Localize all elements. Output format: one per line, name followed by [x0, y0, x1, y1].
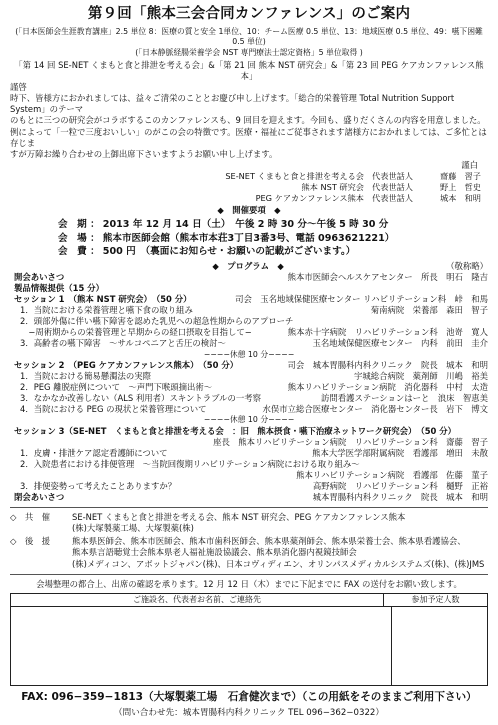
count-entry-field[interactable] [392, 607, 487, 685]
cosponsor-line: (株)大塚製薬工場、大塚製薬(株) [72, 523, 194, 534]
outline-value: 2013 年 12 月 14 日（土） 午後 2 時 30 分〜午後 5 時 30 分 [102, 219, 389, 231]
body-line-4: すが万障お繰り合わせの上御出席下さいますようお願い申し上げます。 [10, 148, 278, 159]
program-right-text: 熊本市医師会ヘルスケアセンター 所長 明石 隆吉 [287, 271, 488, 282]
signature-role: 代表世話人 [372, 170, 413, 181]
program-break: −−−−休憩 10 分−−−− [203, 415, 295, 425]
signature-row [10, 182, 488, 193]
program-session [10, 360, 488, 371]
program-right-text: 熊本リハビリテーション病院 消化器科 中村 太造 [287, 381, 488, 392]
program-right-text: 司会 玉名地域保健医療センター リハビリテーション科 峠 和馬 [235, 294, 488, 305]
cosponsor-label: ◇ 共 催 [10, 512, 50, 523]
table-header-count: 参加予定人数 [411, 594, 460, 604]
fax-line: FAX: 096−359−1813（大塚製薬工場 石倉健次まで）（この用紙をそのままご利用下さい） [21, 691, 477, 704]
divider [10, 507, 488, 508]
program-talk [10, 316, 488, 327]
program-talk [10, 393, 488, 404]
program-right-text: 座長 熊本リハビリテーション病院 リハビリテーション科 齋藤 習子 [213, 436, 488, 447]
signature-org: PEG ケアカンファレンス熊本 [255, 192, 364, 203]
program-session [10, 294, 488, 305]
program-talk [10, 327, 488, 338]
outline-label: 会 期 ： [58, 219, 100, 231]
body-line-3: 例によって「一粒で三度おいしい」のがこの会の特徴です。医療・福祉にご従事されます諸様方におかれましては、ご多忙とは存じま [10, 126, 487, 148]
program-left-text: セッション 2 （PEG ケアカンファレンス熊本） （50 分） [14, 359, 239, 370]
program-right-text: 司会 城本胃腸科内科クリニック 院長 城本 和明 [287, 359, 488, 370]
facility-entry-field[interactable] [11, 607, 392, 685]
program-talk [10, 470, 488, 481]
program-header-row [10, 261, 488, 272]
program-talk [10, 481, 488, 492]
conference-subtitle: 「第 14 回 SE-NET くまもと食と排泄を考える会」&「第 21 回 熊本 NST 研究会」&「第 23 回 PEG ケアカンファレンス熊本」 [14, 59, 484, 82]
signature-row [10, 171, 488, 182]
table-header [11, 594, 487, 608]
page-title: 第９回「熊本三会合同カンファレンス」のご案内 [87, 6, 411, 22]
program-left-text: 閉会あいさつ [14, 492, 65, 503]
signature-row [10, 193, 488, 204]
program-item [10, 492, 488, 503]
outline-label: 会 場 ： [58, 232, 100, 244]
signature-name: 齋藤 習子 [440, 170, 481, 181]
program-right-text: 玉名地域保健医療センター 内科 前田 圭介 [312, 338, 488, 349]
program-left-text: 1．皮膚・排泄ケア認定看護師について [20, 447, 168, 458]
cosponsor-line: SE-NET くまもと食と排泄を考える会、熊本 NST 研究会、PEG ケアカンファレンス熊本 [72, 512, 406, 523]
program-talk [10, 305, 488, 316]
body-line-1: 時下、皆様方におかれましては、益々ご清栄のこととお慶び申し上げます。「総合的栄養管理 Total Nutrition Support System」のテーマ [10, 93, 455, 115]
program-left-text [10, 470, 20, 481]
support-block [10, 536, 488, 569]
program-list [10, 272, 488, 503]
greeting-head: 謹啓 [10, 82, 27, 93]
table-row [11, 607, 487, 685]
support-row [10, 536, 488, 547]
program-left-text: 開会あいさつ [14, 271, 65, 282]
program-note: （敬称略） [446, 260, 488, 271]
program-right-text: 高野病院 リハビリテーション科 樋野 正裕 [312, 481, 488, 491]
program-break: −−−−休憩 10 分−−−− [203, 349, 295, 359]
outline-row-date [58, 218, 488, 231]
support-line: 熊本県言語聴覚士会熊本県老人福祉施設協議会、熊本県消化器内視鏡技師会 [72, 547, 357, 558]
program-talk [10, 338, 488, 349]
program-right-text: 城本胃腸科内科クリニック 院長 城本 和明 [312, 492, 488, 503]
program-left-text: セッション 3（SE-NET くまもと食と排泄を考える会 ：旧 熊本摂食・嚥下治療ネットワーク研究会） （50 分） [14, 425, 457, 436]
support-label: ◇ 後 援 [10, 536, 50, 547]
support-line: 熊本県医師会、熊本市医師会、熊本市歯科医師会、熊本県薬剤師会、熊本県栄養士会、熊本県看護協会、 [72, 536, 466, 547]
closing-word: 謹白 [461, 159, 478, 170]
cosponsor-block [10, 512, 488, 534]
program-talk [10, 437, 488, 448]
outline-value: 熊本市医師会館（熊本市本荘3丁目3番3号、電話 0963621221） [102, 232, 395, 244]
program-left-text: 4．当院における PEG の現状と栄養管理について [20, 404, 207, 415]
program-talk [10, 371, 488, 382]
outline-header: ◆ 開催要項 ◆ [217, 205, 281, 216]
program-left-text: 製品情報提供（15 分） [14, 282, 104, 293]
registration-table [10, 593, 488, 687]
program-left-text: 1．当院における簡易懸濁法の実際 [20, 370, 151, 381]
program-left-text: −周術期からの栄養管理と早期からの経口摂取を目指して− [20, 327, 252, 338]
program-right-text: 熊本大学医学部附属病院 看護部 増田 未散 [312, 447, 488, 458]
registration-note: 会場整理の都合上、出席の確認を承ります。12 月 12 日（木）までに下記までに FAX の送付をお願い致します。 [36, 578, 462, 589]
program-header: ◆ プログラム ◆ [212, 260, 284, 271]
program-right-text: 水俣市立総合医療センター 消化器センター長 岩下 博文 [262, 404, 488, 415]
program-right-text: 宇城総合病院 薬剤師 川嶋 裕美 [354, 370, 488, 381]
outline-block [58, 218, 488, 258]
outline-value: 500 円 （裏面にお知らせ・お願いの記載がございます。） [102, 246, 356, 258]
outline-row-venue [58, 232, 488, 245]
program-right-text: 訪問看護ステーションはーと 浪床 智恵美 [321, 393, 488, 404]
program-left-text: 3．なかなか改善しない（ALS 利用者）スキントラブルの一考察 [20, 393, 262, 404]
signature-org: SE-NET くまもと食と排泄を考える会 [225, 170, 364, 181]
program-item [10, 272, 488, 283]
credit-line-2: (「日本静脈経腸栄養学会 NST 専門療法士認定資格」5 単位取得 ) [135, 47, 363, 57]
program-left-text: 2．頭部外傷に伴い嚥下障害を認めた乳児への超急性期からのアプローチ [20, 316, 294, 327]
signature-name: 城本 和明 [440, 192, 481, 203]
program-left-text [10, 437, 20, 448]
signature-role: 代表世話人 [372, 192, 413, 203]
program-left-text: 1．当院における栄養管理と嚥下食の取り組み [20, 305, 193, 316]
signature-name: 野上 哲史 [440, 181, 481, 192]
program-left-text: 2．入院患者における排便管理 〜当院回復期リハビリテーション病院における取り組み〜 [20, 458, 360, 469]
program-right-text: 熊本リハビリテーション病院 看護部 佐藤 菫子 [296, 469, 488, 480]
program-left-text: 3．高齢者の嚥下障害 〜サルコペニアと舌圧の検討〜 [20, 338, 226, 349]
cosponsor-row [10, 512, 488, 523]
program-talk [10, 448, 488, 459]
credit-line-1: (「日本医師会生涯教育講座」2.5 単位 8：医療の質と安全 1単位、10：チーム医療 0.5 単位、13：地域医療 0.5 単位、49：嚥下困難 0.5 単位) [15, 27, 483, 47]
program-right-text: 菊南病院 栄養部 森田 智子 [370, 305, 488, 316]
contact-line: （問い合わせ先：城本胃腸科内科クリニック TEL 096−362−0322） [114, 708, 384, 719]
body-line-2: のもとに三つの研究会がコラボするこのカンファレンスも、9 回目を迎えます。今回も、盛りだくさんの内容を用意しました。 [10, 115, 486, 126]
program-right-text: 熊本赤十字病院 リハビリテーション科 池嵜 寛人 [287, 327, 488, 338]
program-left-text: セッション 1 （熊本 NST 研究会） （50 分） [14, 294, 192, 305]
support-line: (株)メディコン、アボットジャパン(株)、日本コヴィディエン、オリンパスメディカルシステムズ(株)、(株)JMS [72, 558, 485, 569]
program-talk [10, 404, 488, 415]
outline-row-fee [58, 245, 488, 258]
divider [10, 574, 488, 575]
signature-org: 熊本 NST 研究会 [301, 181, 364, 192]
program-item [10, 283, 488, 294]
table-header-facility: ご施設名、代表者お名前、ご連絡先 [11, 594, 384, 607]
program-left-text: 2．PEG 離脱症例について 〜声門下喉頭摘出術〜 [20, 381, 213, 392]
program-talk [10, 382, 488, 393]
outline-label: 会 費 ： [58, 246, 100, 258]
program-left-text: 3．排便姿勢って考えたことありますか？ [20, 481, 177, 491]
program-talk [10, 459, 488, 470]
program-session [10, 426, 488, 437]
signature-role: 代表世話人 [372, 181, 413, 192]
